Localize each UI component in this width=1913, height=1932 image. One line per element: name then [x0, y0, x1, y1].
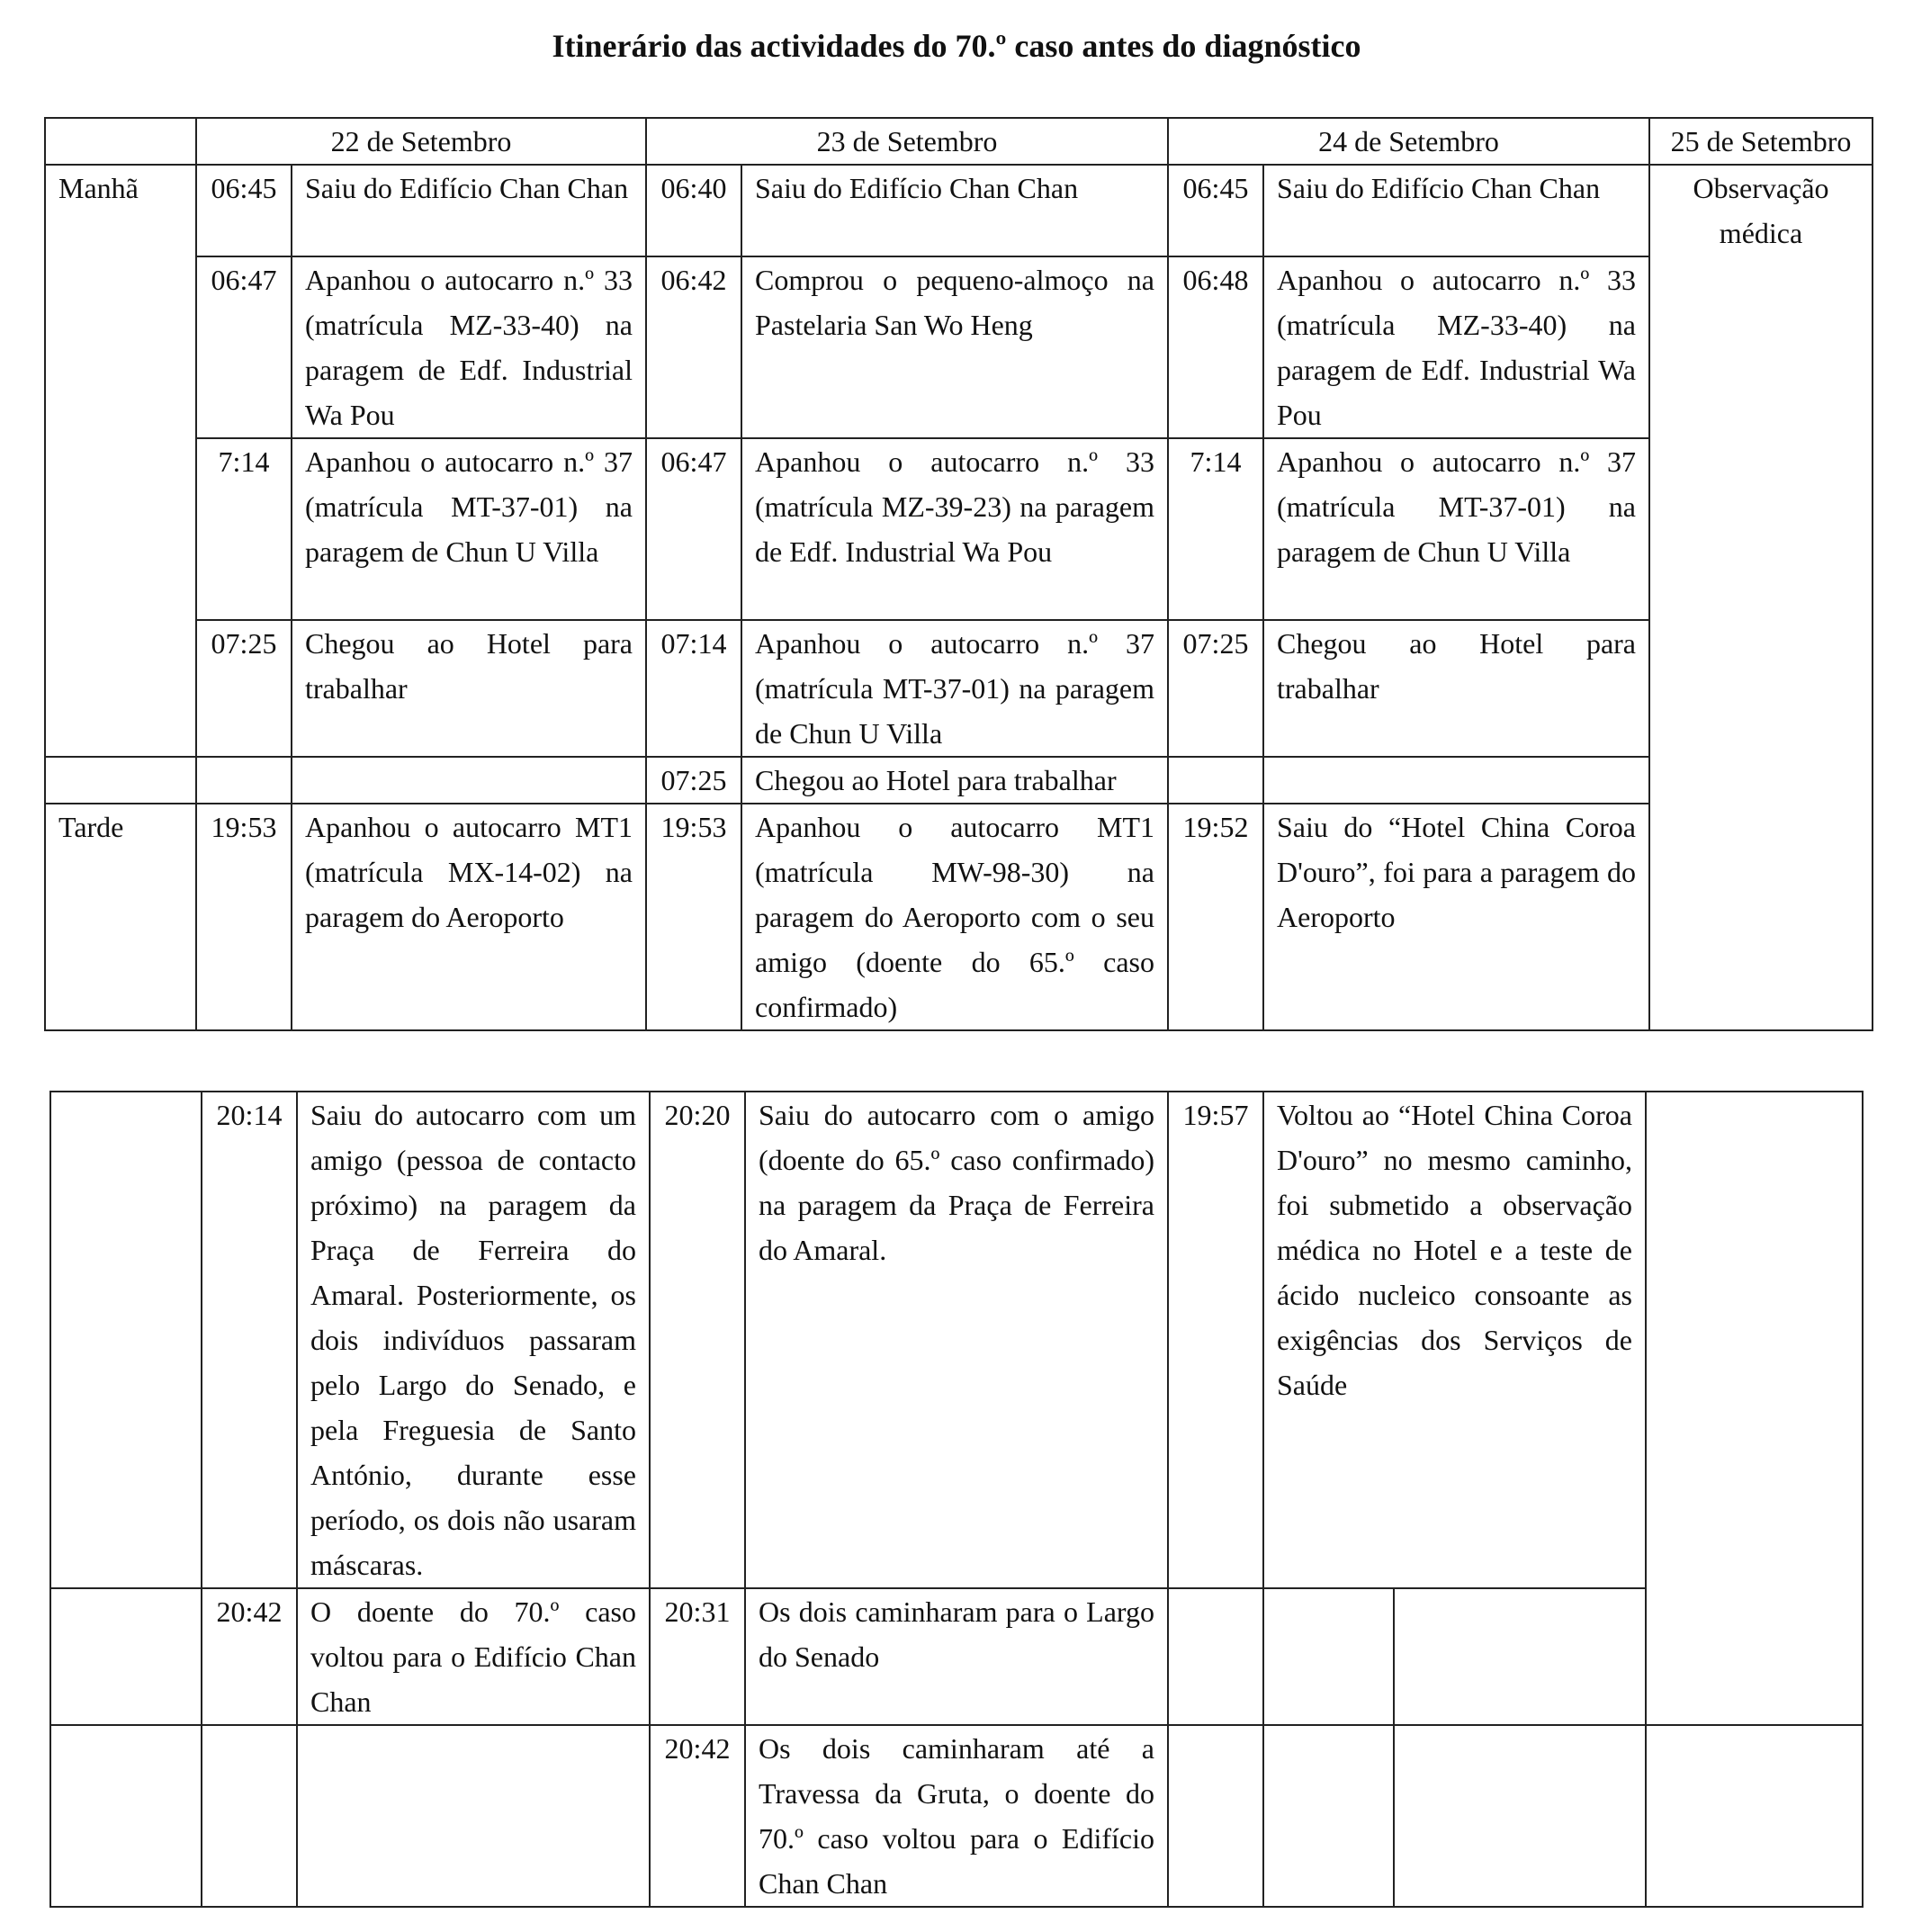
empty-cell [50, 1092, 202, 1588]
activity-24: Chegou ao Hotel para trabalhar [1263, 620, 1649, 757]
activity-22: Saiu do autocarro com um amigo (pessoa de contacto próximo) na paragem da Praça de Ferreira do Amaral. Posteriormente, os dois indivíduos passaram pelo Largo do Senado, e pela Freguesia de Santo António, durante esse período, os dois não usaram máscaras. [297, 1092, 650, 1588]
empty-cell [50, 1588, 202, 1725]
empty-cell [1646, 1092, 1863, 1725]
empty-cell [1394, 1725, 1646, 1907]
time-24: 19:52 [1168, 804, 1263, 1030]
table-row [45, 438, 1873, 620]
time-23: 20:42 [650, 1725, 745, 1907]
empty-cell [1263, 757, 1649, 804]
activity-22: Saiu do Edifício Chan Chan [292, 165, 646, 256]
time-24: 06:45 [1168, 165, 1263, 256]
empty-cell [1263, 1588, 1394, 1725]
time-22: 06:45 [196, 165, 292, 256]
activity-23: Chegou ao Hotel para trabalhar [741, 757, 1168, 804]
time-24: 19:57 [1168, 1092, 1263, 1588]
empty-cell [297, 1725, 650, 1907]
header-date-22: 22 de Setembro [196, 118, 646, 165]
empty-cell [202, 1725, 297, 1907]
time-24: 7:14 [1168, 438, 1263, 620]
empty-cell [45, 757, 196, 804]
table-row [50, 1588, 1863, 1725]
itinerary-table-top [44, 117, 1873, 1031]
time-23: 06:42 [646, 256, 741, 438]
empty-cell [1168, 757, 1263, 804]
activity-24: Saiu do “Hotel China Coroa D'ouro”, foi para a paragem do Aeroporto [1263, 804, 1649, 1030]
time-23: 07:14 [646, 620, 741, 757]
activity-23: Os dois caminharam para o Largo do Senado [745, 1588, 1168, 1725]
table-row [45, 256, 1873, 438]
activity-23: Os dois caminharam até a Travessa da Gruta, o doente do 70.º caso voltou para o Edifício Chan Chan [745, 1725, 1168, 1907]
header-corner-cell [45, 118, 196, 165]
table-row [50, 1092, 1863, 1588]
activity-23: Apanhou o autocarro n.º 37 (matrícula MT-37-01) na paragem de Chun U Villa [741, 620, 1168, 757]
activity-22: O doente do 70.º caso voltou para o Edifício Chan Chan [297, 1588, 650, 1725]
observation-note: Observação médica [1649, 165, 1873, 1030]
activity-22: Chegou ao Hotel para trabalhar [292, 620, 646, 757]
activity-24: Saiu do Edifício Chan Chan [1263, 165, 1649, 256]
empty-cell [1263, 1725, 1394, 1907]
activity-23: Comprou o pequeno-almoço na Pastelaria San Wo Heng [741, 256, 1168, 438]
activity-23: Saiu do Edifício Chan Chan [741, 165, 1168, 256]
period-morning-label: Manhã [45, 165, 196, 757]
empty-cell [1646, 1725, 1863, 1907]
time-22: 19:53 [196, 804, 292, 1030]
empty-cell [50, 1725, 202, 1907]
time-22: 7:14 [196, 438, 292, 620]
table-row [45, 165, 1873, 256]
time-23: 06:47 [646, 438, 741, 620]
table-row [45, 620, 1873, 757]
itinerary-table-bottom [49, 1091, 1864, 1908]
empty-cell [1168, 1588, 1263, 1725]
activity-22: Apanhou o autocarro MT1 (matrícula MX-14-02) na paragem do Aeroporto [292, 804, 646, 1030]
time-22: 06:47 [196, 256, 292, 438]
empty-cell [1394, 1588, 1646, 1725]
activity-23: Saiu do autocarro com o amigo (doente do 65.º caso confirmado) na paragem da Praça de Ferreira do Amaral. [745, 1092, 1168, 1588]
activity-24: Apanhou o autocarro n.º 37 (matrícula MT-37-01) na paragem de Chun U Villa [1263, 438, 1649, 620]
header-row [45, 118, 1873, 165]
empty-cell [1168, 1725, 1263, 1907]
time-24: 06:48 [1168, 256, 1263, 438]
time-23: 07:25 [646, 757, 741, 804]
activity-23: Apanhou o autocarro n.º 33 (matrícula MZ-39-23) na paragem de Edf. Industrial Wa Pou [741, 438, 1168, 620]
activity-24: Apanhou o autocarro n.º 33 (matrícula MZ-33-40) na paragem de Edf. Industrial Wa Pou [1263, 256, 1649, 438]
activity-22: Apanhou o autocarro n.º 37 (matrícula MT-37-01) na paragem de Chun U Villa [292, 438, 646, 620]
activity-24: Voltou ao “Hotel China Coroa D'ouro” no mesmo caminho, foi submetido a observação médica no Hotel e a teste de ácido nucleico consoante as exigências dos Serviços de Saúde [1263, 1092, 1646, 1588]
table-row [45, 757, 1873, 804]
time-23: 19:53 [646, 804, 741, 1030]
time-23: 20:20 [650, 1092, 745, 1588]
table-row [50, 1725, 1863, 1907]
activity-22: Apanhou o autocarro n.º 33 (matrícula MZ-33-40) na paragem de Edf. Industrial Wa Pou [292, 256, 646, 438]
time-24: 07:25 [1168, 620, 1263, 757]
empty-cell [196, 757, 292, 804]
header-date-24: 24 de Setembro [1168, 118, 1649, 165]
page-title: Itinerário das actividades do 70.º caso antes do diagnóstico [552, 28, 1361, 64]
time-22: 20:14 [202, 1092, 297, 1588]
time-23: 20:31 [650, 1588, 745, 1725]
time-23: 06:40 [646, 165, 741, 256]
header-date-25: 25 de Setembro [1649, 118, 1873, 165]
activity-23: Apanhou o autocarro MT1 (matrícula MW-98-30) na paragem do Aeroporto com o seu amigo (doente do 65.º caso confirmado) [741, 804, 1168, 1030]
period-afternoon-label: Tarde [45, 804, 196, 1030]
header-date-23: 23 de Setembro [646, 118, 1168, 165]
time-22: 07:25 [196, 620, 292, 757]
time-22: 20:42 [202, 1588, 297, 1725]
table-row [45, 804, 1873, 1030]
empty-cell [292, 757, 646, 804]
